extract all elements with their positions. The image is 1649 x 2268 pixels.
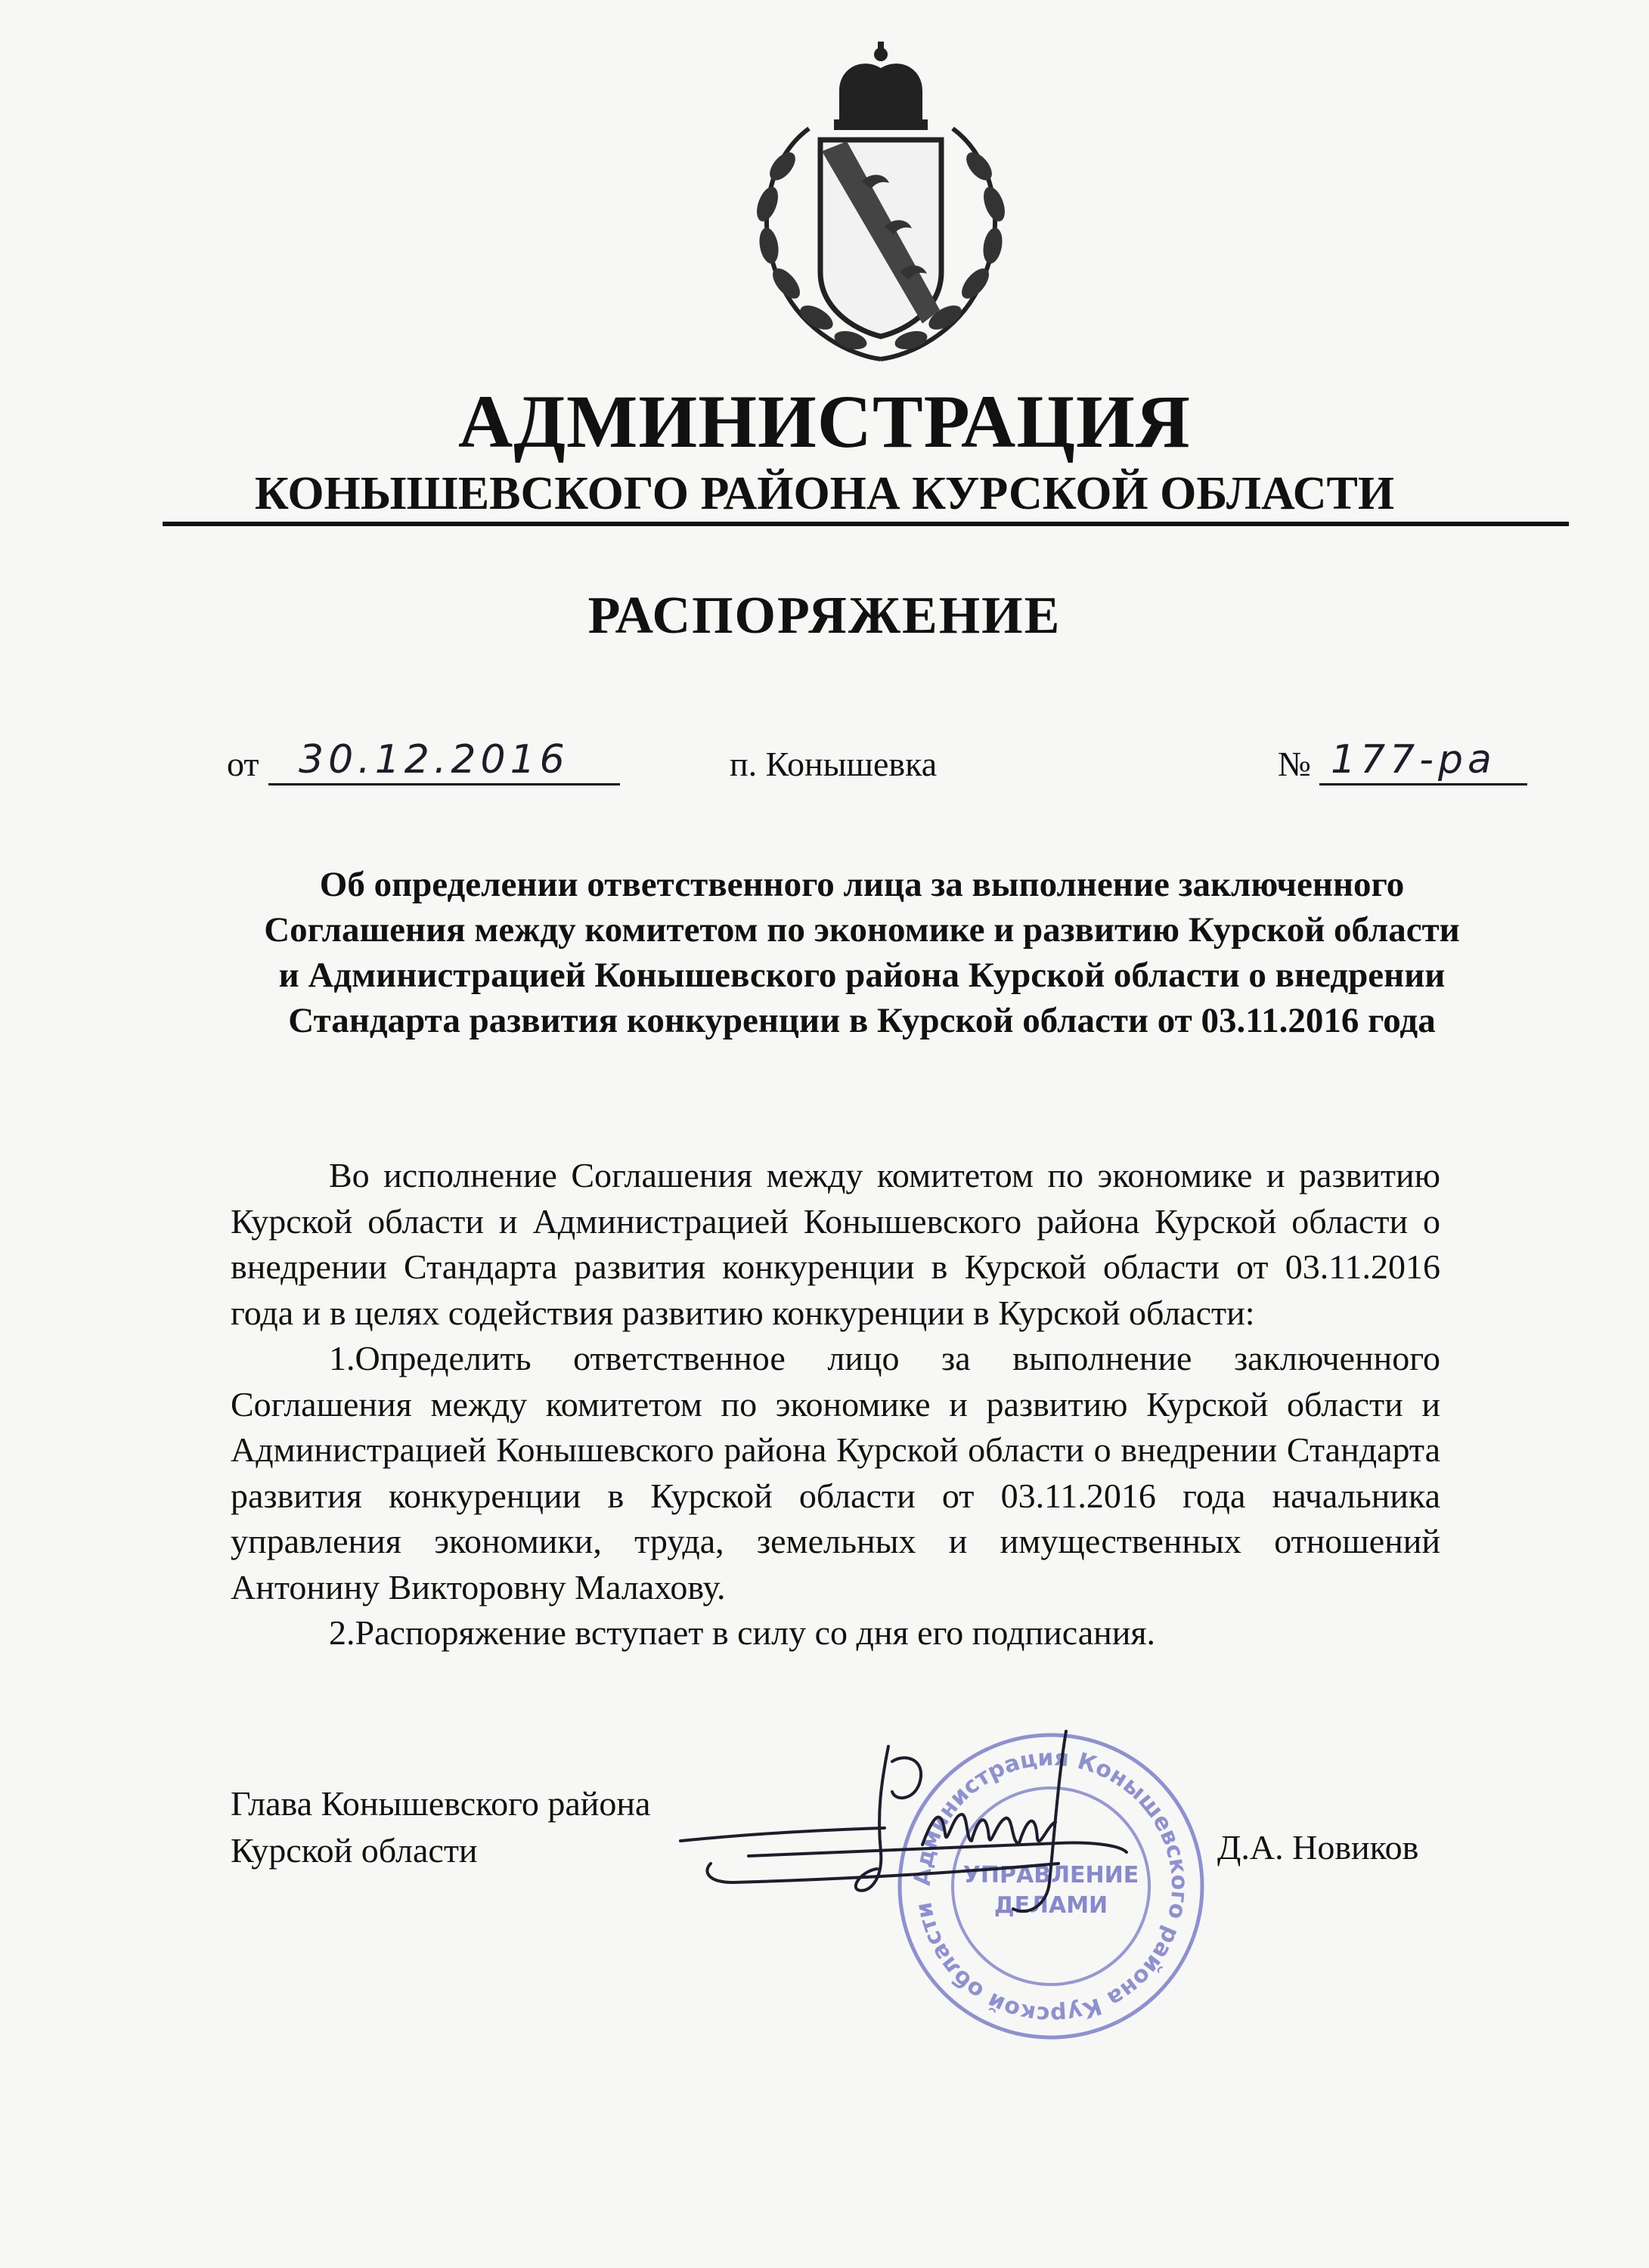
body-preamble: Во исполнение Соглашения между комитетом по экономике и развитию Курской области и Администрацией Конышевского района Курской области о внедрении Стандарта развития конкуренции в Курской области от 03.11.2016 года и в целях содействия развитию конкуренции в Курской области: — [231, 1156, 1440, 1332]
body-item-1: 1.Определить ответственное лицо за выполнение заключенного Соглашения между комитетом по экономике и развитию Курской области и Администрацией Конышевского района Курской области о внедрении Стандарта развития конкуренции в Курской области от 03.11.2016 года начальника управления экономики, труда, земельных и имущественных отношений Антонину Викторовну Малахову. — [231, 1339, 1440, 1606]
body-item-2: 2.Распоряжение вступает в силу со дня его подписания. — [329, 1613, 1156, 1652]
document-type: РАСПОРЯЖЕНИЕ — [587, 587, 1062, 645]
org-title: АДМИНИСТРАЦИЯ — [458, 380, 1191, 463]
handwritten-signature — [635, 1701, 1179, 1928]
signatory-name: Д.А. Новиков — [1217, 1828, 1419, 1867]
date-field — [227, 737, 620, 790]
document-body — [231, 1153, 1440, 1656]
signatory-position-line1: Глава Конышевского района — [231, 1784, 651, 1823]
date-label: от — [227, 745, 259, 783]
place-text: п. Конышевка — [730, 745, 938, 783]
number-field — [1278, 737, 1527, 790]
stamp-center-line1: УПРАВЛЕНИЕ — [962, 1862, 1139, 1888]
stamp-ring-text: Администрация Конышевского района Курской области — [909, 1744, 1193, 2028]
number-label: № — [1278, 745, 1311, 783]
signatory-position-line2: Курской области — [231, 1831, 478, 1870]
stamp-center-line2: ДЕЛАМИ — [993, 1892, 1108, 1919]
number-value: 177-ра — [1331, 737, 1496, 782]
signatory-position — [231, 1780, 650, 1874]
document-subject-title: Об определении ответственного лица за выполнение заключенного Соглашения между комитетом по экономике и развитию Курской области и Администрацией Конышевского района Курской области о внедрении Стандарта развития конкуренции в Курской области от 03.11.2016 года — [264, 865, 1460, 1040]
header-divider — [163, 522, 1569, 526]
date-value: 30.12.2016 — [299, 737, 569, 782]
place-field — [730, 737, 1032, 790]
coat-of-arms-emblem — [737, 38, 1024, 370]
org-subtitle: КОНЫШЕВСКОГО РАЙОНА КУРСКОЙ ОБЛАСТИ — [254, 468, 1395, 519]
